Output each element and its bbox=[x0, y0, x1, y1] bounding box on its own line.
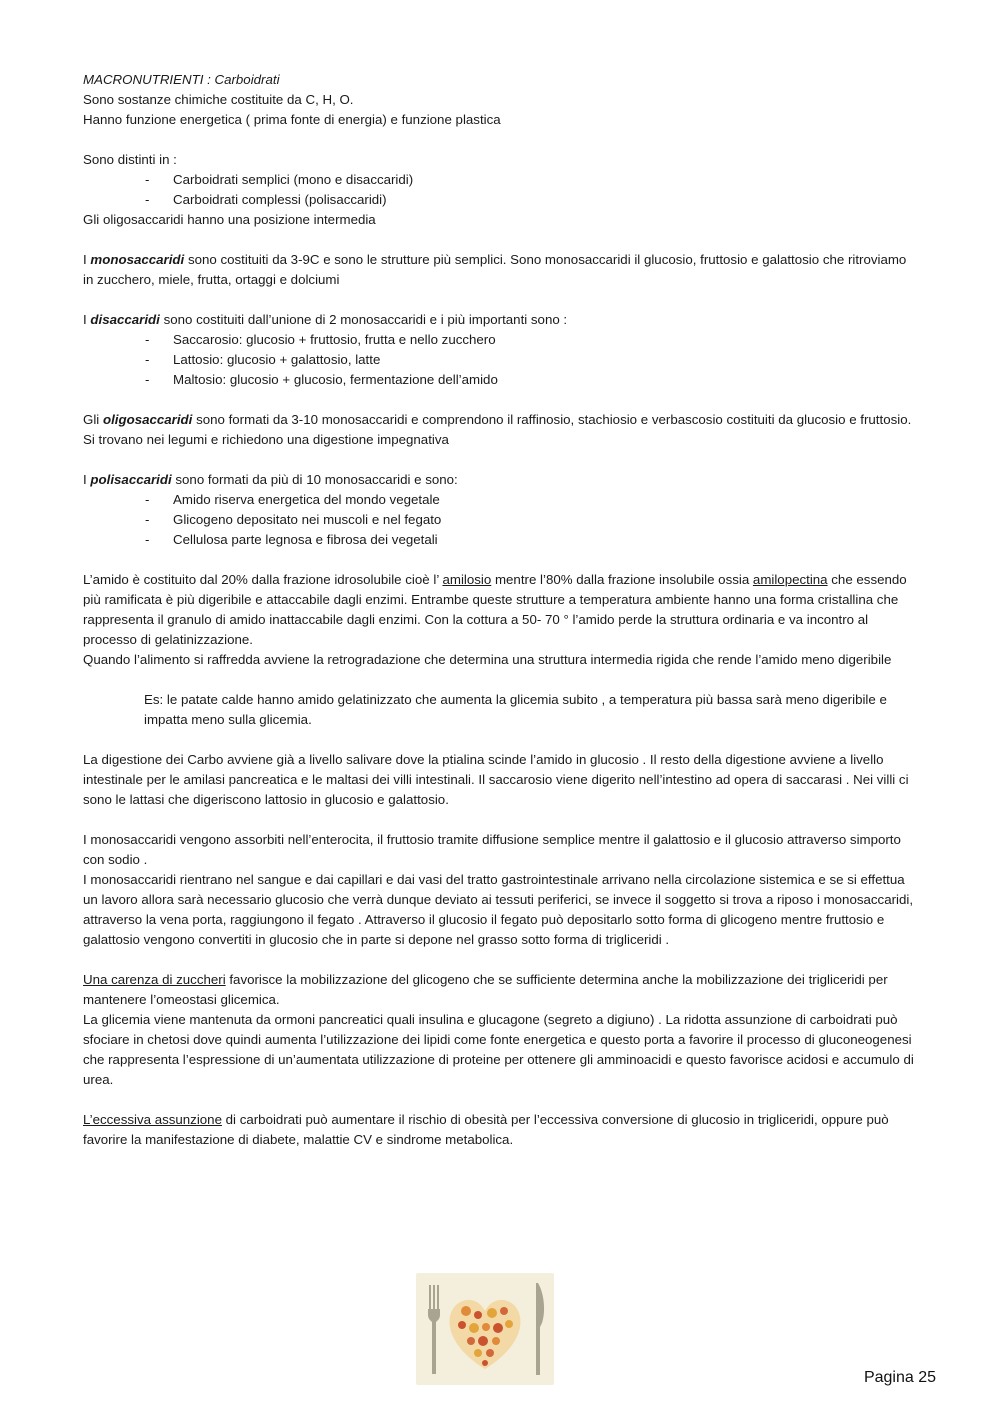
underlined-term: amilosio bbox=[442, 572, 492, 587]
key-term: disaccaridi bbox=[90, 312, 160, 327]
paragraph-eccessiva: L’eccessiva assunzione di carboidrati può aumentare il rischio di obesità per l’eccessiva conversione di glucosio in trigliceridi, oppure può favorire la manifestazione di diabete, malattie CV e sindrome metabolica. bbox=[83, 1112, 889, 1147]
paragraph-amido: L’amido è costituito dal 20% dalla frazione idrosolubile cioè l’ amilosio mentre l’80% dalla frazione insolubile ossia amilopectina che essendo più ramificata è più digeribile e attaccabile dagli enzimi. Entrambe queste strutture a temperatura ambiente hanno una forma cristallina che rappresenta il granulo di amido inattaccabile dagli enzimi. Con la cottura a 50- 70 ° l’amido perde la struttura ordinaria e va incontro al processo di gelatinizzazione. bbox=[83, 572, 907, 647]
example-note: Es: le patate calde hanno amido gelatinizzato che aumenta la glicemia subito , a temperatura più bassa sarà meno digeribile e impatta meno sulla glicemia. bbox=[144, 692, 887, 727]
list-item: - Carboidrati semplici (mono e disaccaridi) bbox=[83, 170, 918, 190]
section-heading: MACRONUTRIENTI : Carboidrati bbox=[83, 72, 280, 87]
paragraph: Gli oligosaccaridi hanno una posizione intermedia bbox=[83, 212, 376, 227]
list-item: - Carboidrati complessi (polisaccaridi) bbox=[83, 190, 918, 210]
list-item: - Saccarosio: glucosio + fruttosio, frutta e nello zucchero bbox=[83, 330, 918, 350]
underlined-term: L’eccessiva assunzione bbox=[83, 1112, 222, 1127]
key-term: monosaccaridi bbox=[90, 252, 185, 267]
paragraph: Sono sostanze chimiche costituite da C, H, O. bbox=[83, 92, 354, 107]
paragraph-digestione: La digestione dei Carbo avviene già a livello salivare dove la ptialina scinde l’amido in glucosio . Il resto della digestione avviene a livello intestinale per le amilasi pancreatica e le maltasi dei villi intestinali. Il saccarosio viene digerito nell’intestino ad opera di saccarasi . Nei villi ci sono le lattasi che digeriscono lattosio in glucosio e galattosio. bbox=[83, 752, 909, 807]
paragraph-circolazione: I monosaccaridi rientrano nel sangue e dai capillari e dai vasi del tratto gastrointestinale arrivano nella circolazione sistemica e se si effettua un lavoro allora sarà necessario glucosio che verrà dunque deviato ai tessuti periferici, se invece il soggetto si trova a riposo i monosaccaridi, attraverso la vena porta, raggiungono il fegato . Attraverso il glucosio il fegato può depositarlo sotto forma di glicogeno mentre fruttosio e galattosio vengono convertiti in glucosio che in parte si depone nel grasso sotto forma di trigliceridi . bbox=[83, 872, 914, 947]
list-item: - Glicogeno depositato nei muscoli e nel fegato bbox=[83, 510, 918, 530]
paragraph-assorbimento: I monosaccaridi vengono assorbiti nell’enterocita, il fruttosio tramite diffusione semplice mentre il galattosio e il glucosio attraverso simporto con sodio . bbox=[83, 832, 901, 867]
dash-list bbox=[83, 330, 918, 390]
paragraph: Sono distinti in : bbox=[83, 152, 177, 167]
paragraph-oligosaccaridi: Gli oligosaccaridi sono formati da 3-10 monosaccaridi e comprendono il raffinosio, stachiosio e verbascosio costituiti da glucosio e fruttosio. bbox=[83, 412, 912, 427]
dash-list bbox=[83, 490, 918, 550]
list-item: - Amido riserva energetica del mondo vegetale bbox=[83, 490, 918, 510]
dash-list bbox=[83, 170, 918, 210]
list-item: - Lattosio: glucosio + galattosio, latte bbox=[83, 350, 918, 370]
paragraph-carenza: Una carenza di zuccheri favorisce la mobilizzazione del glicogeno che se sufficiente determina anche la mobilizzazione dei trigliceridi per mantenere l’omeostasi glicemica. bbox=[83, 972, 888, 1007]
paragraph: Si trovano nei legumi e richiedono una digestione impegnativa bbox=[83, 432, 449, 447]
document-body bbox=[83, 70, 918, 1150]
paragraph-monosaccaridi: I monosaccaridi sono costituiti da 3-9C e sono le strutture più semplici. Sono monosaccaridi il glucosio, fruttosio e galattosio che ritroviamo in zucchero, miele, frutta, ortaggi e dolciumi bbox=[83, 252, 907, 287]
paragraph: Quando l’alimento si raffredda avviene la retrogradazione che determina una struttura intermedia rigida che rende l’amido meno digeribile bbox=[83, 652, 892, 667]
key-term: oligosaccaridi bbox=[102, 412, 193, 427]
paragraph-polisaccaridi: I polisaccaridi sono formati da più di 10 monosaccaridi e sono: bbox=[83, 472, 458, 487]
underlined-term: amilopectina bbox=[752, 572, 828, 587]
paragraph-disaccaridi: I disaccaridi sono costituiti dall’unione di 2 monosaccaridi e i più importanti sono : bbox=[83, 312, 568, 327]
list-item: - Maltosio: glucosio + glucosio, fermentazione dell’amido bbox=[83, 370, 918, 390]
heart-food-logo bbox=[416, 1273, 554, 1385]
heart-with-cutlery-icon bbox=[416, 1273, 554, 1385]
paragraph: Hanno funzione energetica ( prima fonte di energia) e funzione plastica bbox=[83, 112, 501, 127]
page-number: Pagina 25 bbox=[863, 1369, 936, 1386]
paragraph: La glicemia viene mantenuta da ormoni pancreatici quali insulina e glucagone (segreto a digiuno) . La ridotta assunzione di carboidrati può sfociare in chetosi dove quindi aumenta l’utilizzazione dei lipidi come fonte energetica e questo porta a favorire il processo di gluconeogenesi che rappresenta l’espressione di un’aumentata utilizzazione di proteine per ottenere gli amminoacidi e questo favorisce acidosi e accumulo di urea. bbox=[83, 1012, 914, 1087]
list-item: - Cellulosa parte legnosa e fibrosa dei vegetali bbox=[83, 530, 918, 550]
underlined-term: Una carenza di zuccheri bbox=[83, 972, 226, 987]
key-term: polisaccaridi bbox=[90, 472, 172, 487]
